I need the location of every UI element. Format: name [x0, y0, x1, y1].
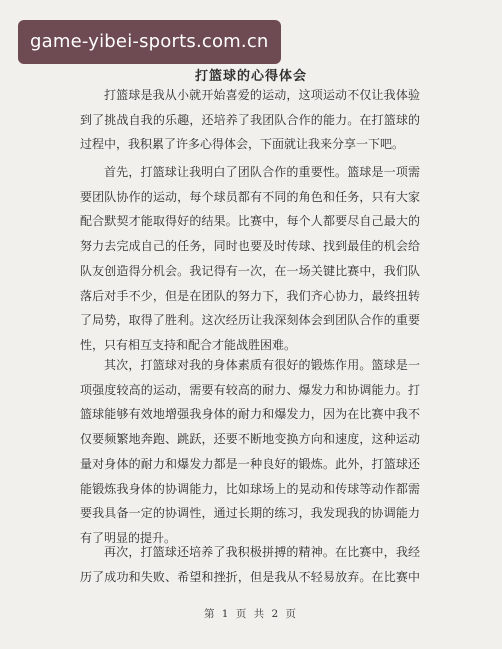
body-text-line: 有了明显的提升。 [80, 530, 177, 545]
body-text-line: 再次，打篮球还培养了我积极拼搏的精神。在比赛中，我经 [104, 545, 420, 559]
body-text-line: 队友创造得分机会。我记得有一次，在一场关键比赛中，我们队 [80, 263, 420, 278]
body-text-line: 历了成功和失败、希望和挫折，但是我从不轻易放弃。在比赛中 [80, 569, 420, 584]
document-title: 打篮球的心得体会 [194, 69, 307, 84]
body-text-line: 首先，打篮球让我明白了团队合作的重要性。篮球是一项需 [104, 165, 420, 179]
site-watermark: game-yibei-sports.com.cn [18, 20, 281, 64]
body-text-line: 配合默契才能取得好的结果。比赛中，每个人都要尽自己最大的 [80, 214, 420, 229]
body-text-line: 项强度较高的运动，需要有较高的耐力、爆发力和协调能力。打 [80, 382, 420, 397]
body-text-line: 打篮球是我从小就开始喜爱的运动，这项运动不仅让我体验 [104, 88, 420, 102]
body-text-line: 能锻炼我身体的协调能力，比如球场上的晃动和传球等动作都需 [80, 481, 420, 496]
body-text-line: 性，只有相互支持和配合才能战胜困难。 [80, 337, 297, 352]
body-text-line: 其次，打篮球对我的身体素质有很好的锻炼作用。篮球是一 [104, 358, 420, 372]
body-text-line: 要我具备一定的协调性，通过长期的练习，我发现我的协调能力 [80, 506, 420, 521]
body-text-line: 到了挑战自我的乐趣，还培养了我团队合作的能力。在打篮球的 [80, 112, 420, 127]
page-number-footer: 第 1 页 共 2 页 [203, 608, 299, 620]
body-text-line: 要团队协作的运动，每个球员都有不同的角色和任务，只有大家 [80, 189, 420, 204]
body-text-line: 量对身体的耐力和爆发力都是一种良好的锻炼。此外，打篮球还 [80, 456, 420, 471]
body-text-line: 落后对手不少，但是在团队的努力下，我们齐心协力，最终扭转 [80, 288, 420, 303]
body-text-line: 仅要频繁地奔跑、跳跃，还要不断地变换方向和速度，这种运动 [80, 432, 420, 447]
body-text-line: 了局势，取得了胜利。这次经历让我深刻体会到团队合作的重要 [80, 313, 420, 328]
body-text-line: 过程中，我积累了许多心得体会，下面就让我来分享一下吧。 [80, 137, 405, 152]
body-text-line: 篮球能够有效地增强我身体的耐力和爆发力，因为在比赛中我不 [80, 407, 420, 422]
body-text-line: 努力去完成自己的任务，同时也要及时传球、找到最佳的机会给 [80, 239, 420, 254]
